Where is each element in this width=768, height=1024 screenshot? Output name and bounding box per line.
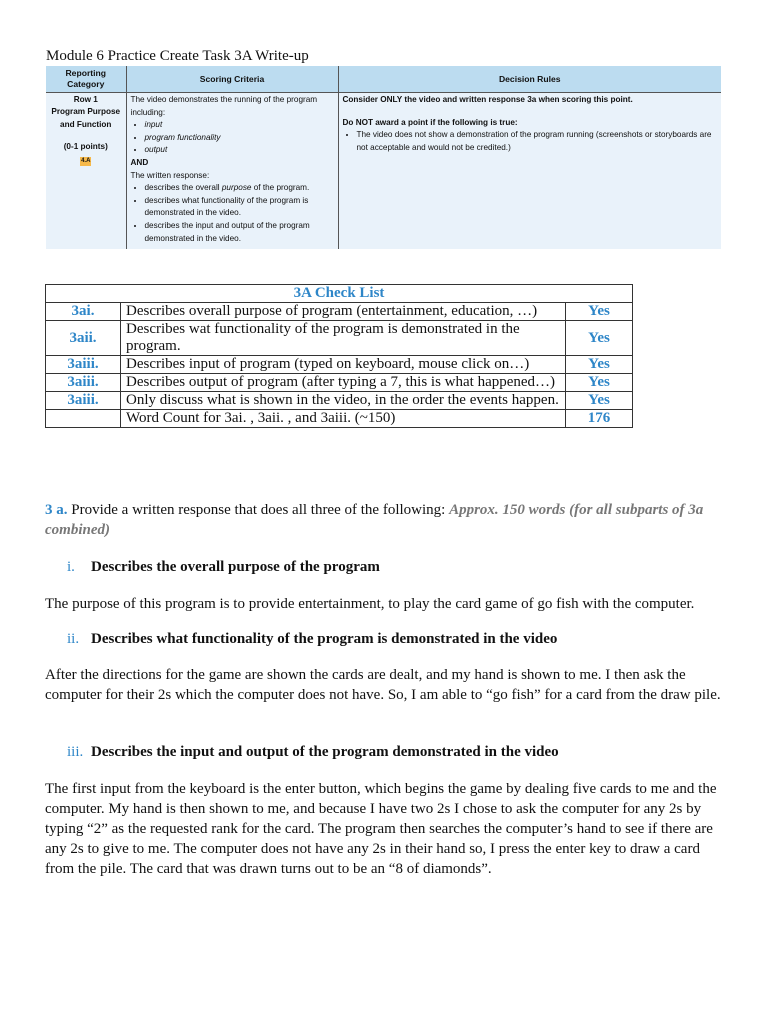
section-body: The first input from the keyboard is the enter button, which begins the game by dealing five cards to me and the computer. My hand is then shown to me, and because I have two 2s I chose to ask the computer for any 2s by typing “2” as the requested rank for the card. The program then searches the computer’s hand to see if there are any 2s to give to me. The computer does not have any 2s in their hand so, I press the enter key to draw a card from the pile. The card that was drawn turns out to be an “8 of diamonds”. <box>45 781 717 877</box>
checklist-desc: Only discuss what is shown in the video, in the order the events happen. <box>121 392 566 410</box>
page-title: Module 6 Practice Create Task 3A Write-up <box>46 48 309 64</box>
section-body: The purpose of this program is to provide entertainment, to play the card game of go fish with the computer. <box>45 596 695 612</box>
checklist-code: 3aii. <box>46 321 121 356</box>
video-items-list <box>131 119 334 157</box>
prompt-note: Approx. 150 words (for all subparts of 3a combined) <box>45 502 704 538</box>
written-items-list <box>131 182 334 245</box>
checklist-answer: Yes <box>566 356 633 374</box>
checklist-answer: Yes <box>566 303 633 321</box>
prompt-label: 3 a. <box>45 502 68 518</box>
criteria-intro: The video demonstrates the running of the program including: <box>130 95 318 117</box>
decision-not-award: Do NOT award a point if the following is true: <box>342 117 518 127</box>
checklist-code: 3aiii. <box>46 392 121 410</box>
table-row <box>46 392 633 410</box>
criteria-and: AND <box>130 157 149 167</box>
prompt-paragraph <box>45 500 725 540</box>
rubric-points: (0-1 points) <box>63 142 108 152</box>
section-heading-text: Describes the overall purpose of the program <box>91 559 380 575</box>
section-heading-text: Describes what functionality of the program is demonstrated in the video <box>91 631 558 647</box>
checklist-table <box>45 284 633 428</box>
checklist-answer: Yes <box>566 374 633 392</box>
word-count-value: 176 <box>566 410 633 428</box>
rubric-header-criteria: Scoring Criteria <box>126 66 338 93</box>
decision-item: • The video does not show a demonstration of the program running (screenshots or storyboards are not acceptable and would not be credited.) <box>357 129 718 154</box>
rubric-category-cell <box>46 93 126 250</box>
written-item: • describes the input and output of the program demonstrated in the video. <box>145 220 334 245</box>
checklist-code: 3aiii. <box>46 356 121 374</box>
rubric-decision-cell <box>338 93 721 250</box>
written-item: • describes what functionality of the program is demonstrated in the video. <box>145 195 334 220</box>
section-body: After the directions for the game are shown the cards are dealt, and my hand is shown to me. I then ask the computer for their 2s which the computer does not have. So, I am able to “go fish” for a card from the draw pile. <box>45 667 721 703</box>
checklist-desc: Describes wat functionality of the program is demonstrated in the program. <box>121 321 566 356</box>
checklist-code: 3ai. <box>46 303 121 321</box>
written-intro: The written response: <box>130 170 210 180</box>
rubric-row-label: Row 1 <box>73 95 98 104</box>
section-heading <box>67 629 557 649</box>
rubric-image <box>46 66 721 249</box>
section-number: i. <box>67 559 75 575</box>
written-item: • describes the overall purpose of the program. <box>145 182 334 195</box>
rubric-category-name: Program Purpose and Function <box>51 107 121 129</box>
section-heading <box>67 742 559 762</box>
checklist-title: 3A Check List <box>46 285 633 303</box>
table-row <box>46 321 633 356</box>
prompt-text: Provide a written response that does all three of the following: <box>71 502 446 518</box>
rubric-tag-badge: 4.A <box>81 157 91 164</box>
rubric-header-category: Reporting Category <box>46 66 126 93</box>
table-row <box>46 374 633 392</box>
checklist-desc: Describes overall purpose of program (entertainment, education, …) <box>121 303 566 321</box>
section-number: ii. <box>67 631 80 647</box>
video-item: input <box>144 120 163 130</box>
checklist-desc: Describes output of program (after typing a 7, this is what happened…) <box>121 374 566 392</box>
checklist-answer: Yes <box>566 392 633 410</box>
table-row <box>46 303 633 321</box>
section-heading-text: Describes the input and output of the program demonstrated in the video <box>91 744 559 760</box>
table-row <box>46 356 633 374</box>
section-number: iii. <box>67 744 84 760</box>
checklist-desc: Describes input of program (typed on keyboard, mouse click on…) <box>121 356 566 374</box>
video-item: output <box>144 145 168 155</box>
section-heading <box>67 557 380 577</box>
rubric-criteria-cell <box>126 93 338 250</box>
decision-consider: Consider ONLY the video and written response 3a when scoring this point. <box>342 95 633 104</box>
decision-list <box>343 129 718 154</box>
video-item: program functionality <box>144 132 221 142</box>
table-row <box>46 410 633 428</box>
rubric-header-decision: Decision Rules <box>338 66 721 93</box>
checklist-code: 3aiii. <box>46 374 121 392</box>
checklist-answer: Yes <box>566 321 633 356</box>
word-count-label: Word Count for 3ai. , 3aii. , and 3aiii. (~150) <box>121 410 566 428</box>
